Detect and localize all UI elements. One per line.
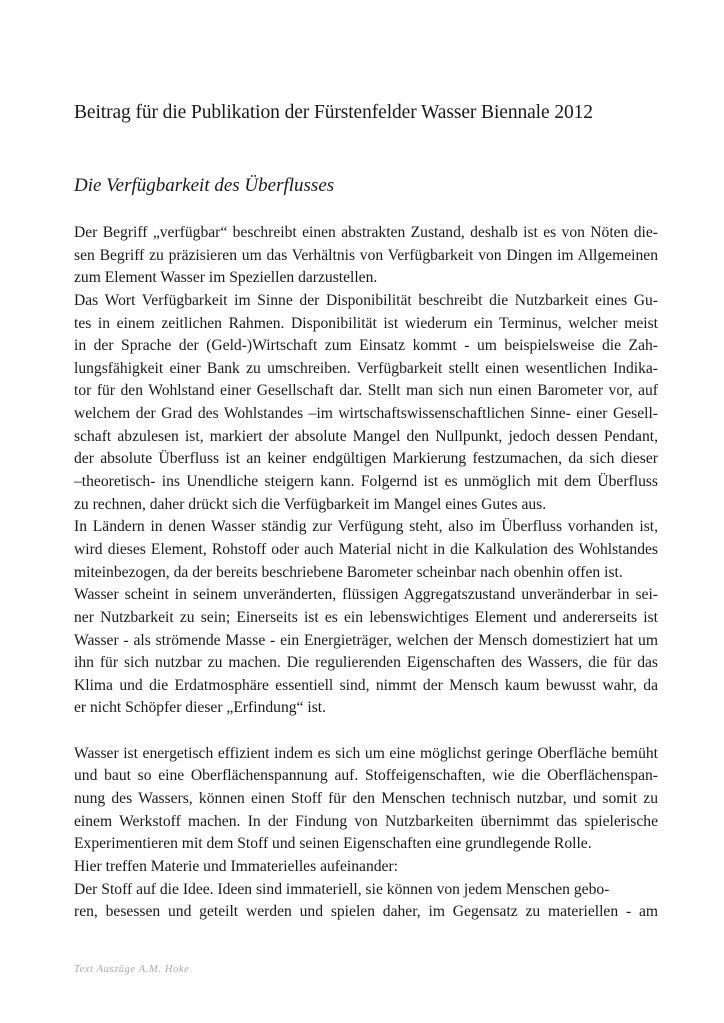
body-line: zu rechnen, daher drückt sich die Verfügbarkeit im Mangel eines Gutes aus. bbox=[74, 495, 547, 513]
article-title: Die Verfügbarkeit des Überflusses bbox=[74, 175, 335, 196]
body-line: ihn für sich nutzbar zu machen. Die regulierenden Eigenschaften des Wassers, die für das bbox=[74, 654, 658, 672]
body-line: Wasser ist energetisch effizient indem es sich um eine möglichst geringe Oberfläche bemüht bbox=[74, 744, 658, 762]
body-line: welchem der Grad des Wohlstandes –im wirtschaftswissenschaftlichen Sinne- einer Gesell- bbox=[74, 405, 658, 423]
body-line: tor für den Wohlstand einer Gesellschaft dar. Stellt man sich nun einen Barometer vor, auf bbox=[74, 382, 658, 400]
body-line: nung des Wassers, können einen Stoff für den Menschen technisch nutzbar, und somit zu bbox=[74, 790, 658, 808]
paragraph-gap bbox=[74, 720, 658, 743]
footer-credit: Text Auszüge A.M. Hoke bbox=[74, 964, 190, 975]
body-line: ren, besessen und geteilt werden und spielen daher, im Gegensatz zu materiellen - am bbox=[74, 903, 658, 921]
body-line: In Ländern in denen Wasser ständig zur Verfügung steht, also im Überfluss vorhanden ist, bbox=[74, 518, 658, 536]
page-heading: Beitrag für die Publikation der Fürstenfelder Wasser Biennale 2012 bbox=[74, 102, 593, 123]
body-line: er nicht Schöpfer dieser „Erfindung“ ist. bbox=[74, 699, 327, 717]
body-line: in der Sprache der (Geld-)Wirtschaft zum Einsatz kommt - um beispielsweise die Zah- bbox=[74, 337, 658, 355]
body-line: schaft abzulesen ist, markiert der absolute Mangel den Nullpunkt, jedoch dessen Pendant, bbox=[74, 427, 658, 445]
body-line: und baut so eine Oberflächenspannung auf. Stoffeigenschaften, wie die Oberflächenspan- bbox=[74, 767, 658, 785]
body-line: wird dieses Element, Rohstoff oder auch Material nicht in die Kalkulation des Wohlstandes bbox=[74, 540, 658, 558]
body-line: Der Stoff auf die Idee. Ideen sind immateriell, sie können von jedem Menschen gebo- bbox=[74, 880, 610, 898]
body-line: Experimentieren mit dem Stoff und seinen Eigenschaften eine grundlegende Rolle. bbox=[74, 835, 592, 853]
body-line: lungsfähigkeit einer Bank zu umschreiben. Verfügbarkeit stellt einen wesentlichen Indika- bbox=[74, 359, 658, 377]
body-line: Wasser scheint in seinem unveränderten, flüssigen Aggregatszustand unveränderbar in sei- bbox=[74, 586, 658, 604]
body-line: Das Wort Verfügbarkeit im Sinne der Disponibilität beschreibt die Nutzbarkeit eines Gu- bbox=[74, 291, 658, 309]
body-text bbox=[74, 222, 658, 924]
body-line: einem Werkstoff machen. In der Findung von Nutzbarkeiten übernimmt das spielerische bbox=[74, 812, 658, 830]
body-line: zum Element Wasser im Speziellen darzustellen. bbox=[74, 269, 378, 287]
body-line: Klima und die Erdatmosphäre essentiell sind, nimmt der Mensch kaum bewusst wahr, da bbox=[74, 676, 658, 694]
body-line: Wasser - als strömende Masse - ein Energieträger, welchen der Mensch domestiziert hat um bbox=[74, 631, 658, 649]
body-line: tes in einem zeitlichen Rahmen. Disponibilität ist wiederum ein Terminus, welcher meist bbox=[74, 314, 658, 332]
body-line: miteinbezogen, da der bereits beschriebene Barometer scheinbar nach obenhin offen ist. bbox=[74, 563, 623, 581]
body-line: –theoretisch- ins Unendliche steigern kann. Folgernd ist es unmöglich mit dem Überfluss bbox=[74, 473, 658, 491]
body-line: ner Nutzbarkeit zu sein; Einerseits ist es ein lebenswichtiges Element und andererseits ist bbox=[74, 608, 658, 626]
body-line: sen Begriff zu präzisieren um das Verhältnis von Verfügbarkeit von Dingen im Allgemeinen bbox=[74, 246, 658, 264]
body-line: Der Begriff „verfügbar“ beschreibt einen abstrakten Zustand, deshalb ist es von Nöten die- bbox=[74, 224, 658, 241]
body-line: der absolute Überfluss ist an keiner endgültigen Markierung festzumachen, da sich dieser bbox=[74, 450, 658, 468]
body-line: Hier treffen Materie und Immaterielles aufeinander: bbox=[74, 857, 398, 875]
